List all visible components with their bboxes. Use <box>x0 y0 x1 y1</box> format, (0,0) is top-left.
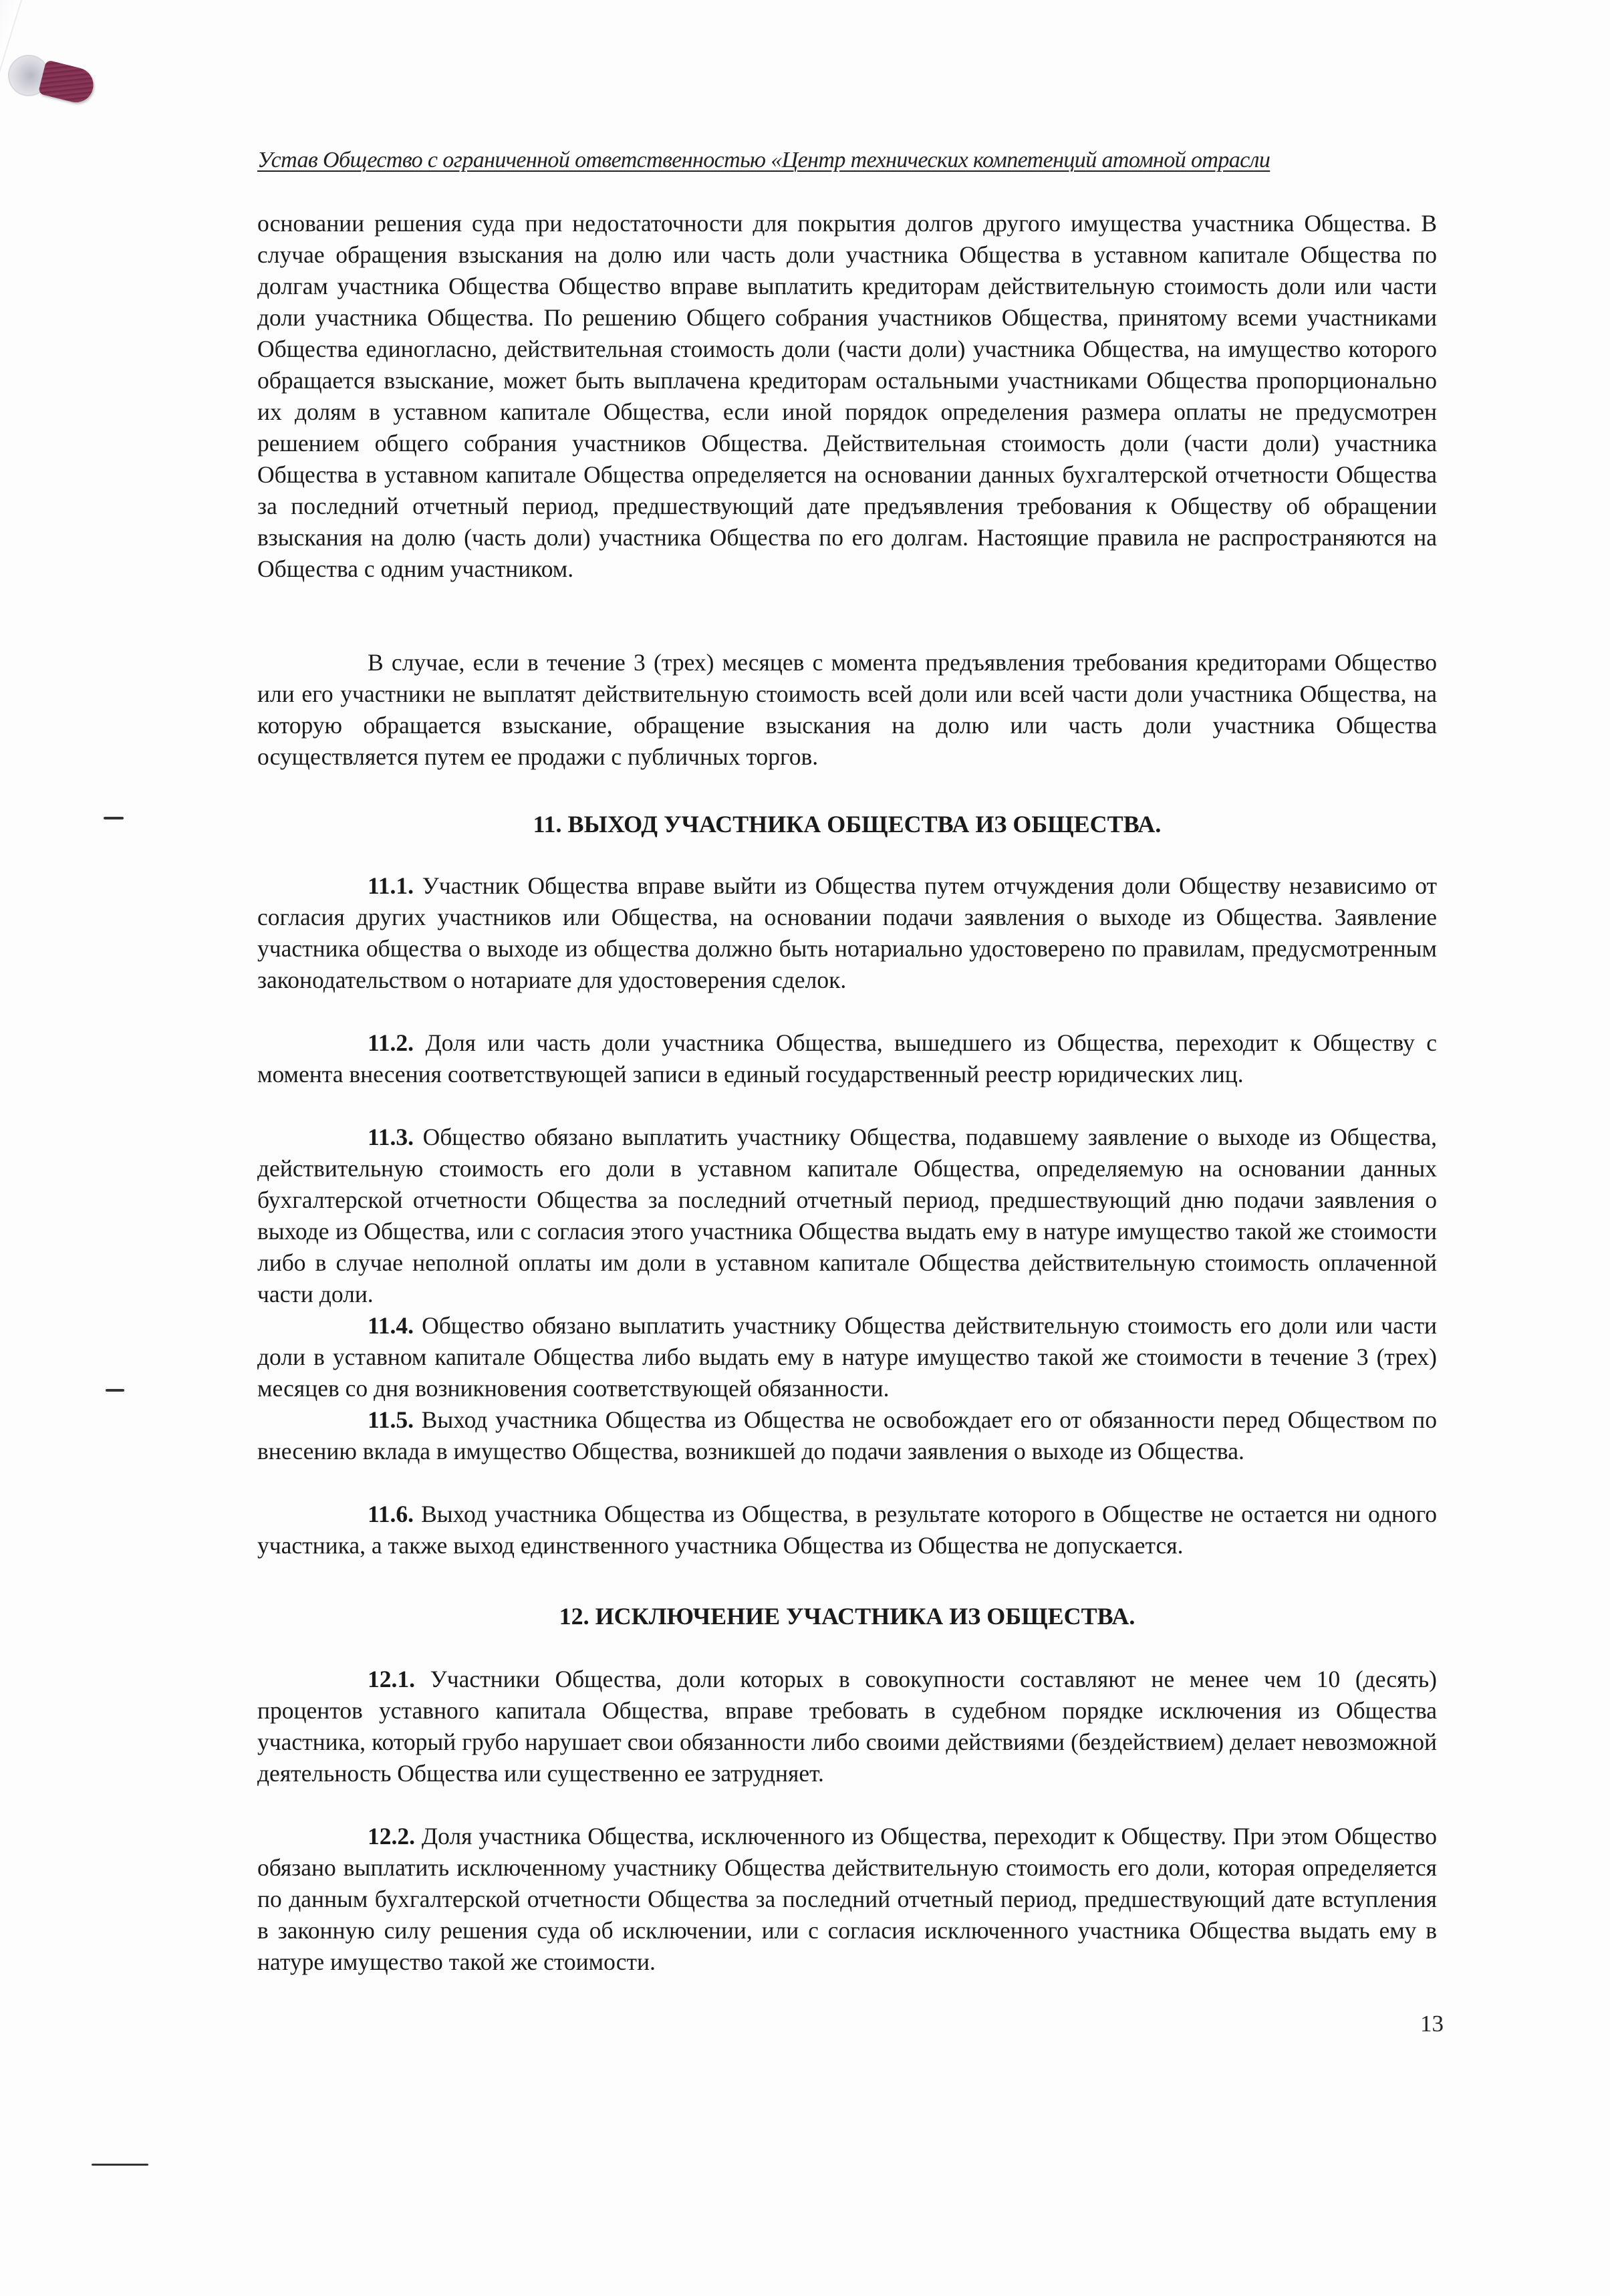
page-number: 13 <box>1420 2011 1444 2037</box>
paragraph-text: основании решения суда при недостаточности для покрытия долгов другого имущества участника Общества. В случае обращения взыскания на долю или часть доли участника Общества в уставном капитале Общества по долгам участника Общества Общество вправе выплатить кредиторам действительную стоимость доли или части доли участника Общества. По решению Общего собрания участников Общества, принятому всеми участниками Общества единогласно, действительная стоимость доли (части доли) участника Общества, на имущество которого обращается взыскание, может быть выплачена кредиторам остальными участниками Общества пропорционально их долям в уставном капитале Общества, если иной порядок определения размера оплаты не предусмотрен решением общего собрания участников Общества. Действительная стоимость доли (части доли) участника Общества в уставном капитале Общества определяется на основании данных бухгалтерской отчетности Общества за последний отчетный период, предшествующий дате предъявления требования к Обществу об обращении взыскания на долю (часть доли) участника Общества по его долгам. Настоящие правила не распространяются на Общества с одним участником. <box>257 210 1437 582</box>
clause-number: 12.1. <box>368 1666 415 1692</box>
section-heading-11: 11. ВЫХОД УЧАСТНИКА ОБЩЕСТВА ИЗ ОБЩЕСТВА. <box>533 811 1162 838</box>
running-header: Устав Общество с ограниченной ответственностью «Центр технических компетенций атомной отрасли <box>257 148 1270 172</box>
margin-mark <box>92 2164 148 2166</box>
binding-thread-icon <box>38 59 97 106</box>
clause-12-2 <box>257 1821 1437 1978</box>
clause-text: Доля или часть доли участника Общества, вышедшего из Общества, переходит к Обществу с момента внесения соответствующей записи в единый государственный реестр юридических лиц. <box>257 1029 1437 1088</box>
clause-text: Выход участника Общества из Общества, в результате которого в Обществе не остается ни одного участника, а также выход единственного участника Общества из Общества не допускается. <box>257 1501 1437 1559</box>
clause-text: Выход участника Общества из Общества не освобождает его от обязанности перед Обществом по внесению вклада в имущество Общества, возникшей до подачи заявления о выходе из Общества. <box>257 1406 1437 1464</box>
margin-mark <box>106 1389 124 1392</box>
clause-text: Общество обязано выплатить участнику Общества, подавшему заявление о выходе из Общества, действительную стоимость его доли в уставном капитале Общества, определяемую на основании данных бухгалтерской отчетности Общества за последний отчетный период, предшествующий дню подачи заявления о выходе из Общества, или с согласия этого участника Общества выдать ему в натуре имущество такой же стоимости либо в случае неполной оплаты им доли в уставном капитале Общества действительную стоимость оплаченной части доли. <box>257 1124 1437 1307</box>
margin-mark <box>104 817 124 819</box>
clause-number: 11.1. <box>368 872 414 899</box>
clause-number: 11.4. <box>368 1312 414 1339</box>
intro-paragraph-1 <box>257 208 1437 585</box>
clause-11-4 <box>257 1310 1437 1404</box>
clause-11-3 <box>257 1122 1437 1310</box>
clause-number: 11.2. <box>368 1029 414 1056</box>
clause-12-1 <box>257 1664 1437 1789</box>
clause-number: 12.2. <box>368 1823 415 1849</box>
clause-11-2 <box>257 1027 1437 1090</box>
clause-text: Общество обязано выплатить участнику Общества действительную стоимость его доли или части доли в уставном капитале Общества либо выдать ему в натуре имущество такой же стоимости в течение 3 (трех) месяцев со дня возникновения соответствующей обязанности. <box>257 1312 1438 1402</box>
section-heading-12: 12. ИСКЛЮЧЕНИЕ УЧАСТНИКА ИЗ ОБЩЕСТВА. <box>559 1603 1135 1630</box>
binding-edge <box>0 0 26 199</box>
clause-number: 11.3. <box>368 1124 414 1150</box>
clause-11-1 <box>257 870 1437 996</box>
clause-text: Доля участника Общества, исключенного из Общества, переходит к Обществу. При этом Общество обязано выплатить исключенному участнику Общества действительную стоимость его доли, которая определяется по данным бухгалтерской отчетности Общества за последний отчетный период, предшествующий дате вступления в законную силу решения суда об исключении, или с согласия исключенного участника Общества выдать ему в натуре имущество такой же стоимости. <box>257 1823 1438 1975</box>
clause-11-5 <box>257 1404 1437 1467</box>
clause-11-6 <box>257 1499 1437 1561</box>
intro-paragraph-2 <box>257 647 1437 773</box>
clause-number: 11.6. <box>368 1501 414 1527</box>
clause-text: Участник Общества вправе выйти из Общества путем отчуждения доли Обществу независимо от согласия других участников или Общества, на основании подачи заявления о выходе из Общества. Заявление участника общества о выходе из общества должно быть нотариально удостоверено по правилам, предусмотренным законодательством о нотариате для удостоверения сделок. <box>257 872 1437 993</box>
paragraph-text: В случае, если в течение 3 (трех) месяцев с момента предъявления требования кредиторами Общество или его участники не выплатят действительную стоимость всей доли или всей части доли участника Общества, на которую обращается взыскание, обращение взыскания на долю или часть доли участника Общества осуществляется путем ее продажи с публичных торгов. <box>257 649 1437 770</box>
clause-text: Участники Общества, доли которых в совокупности составляют не менее чем 10 (десять) процентов уставного капитала Общества, вправе требовать в судебном порядке исключения из Общества участника, который грубо нарушает свои обязанности либо своими действиями (бездействием) делает невозможной деятельность Общества или существенно ее затрудняет. <box>257 1666 1437 1787</box>
clause-number: 11.5. <box>368 1406 414 1433</box>
